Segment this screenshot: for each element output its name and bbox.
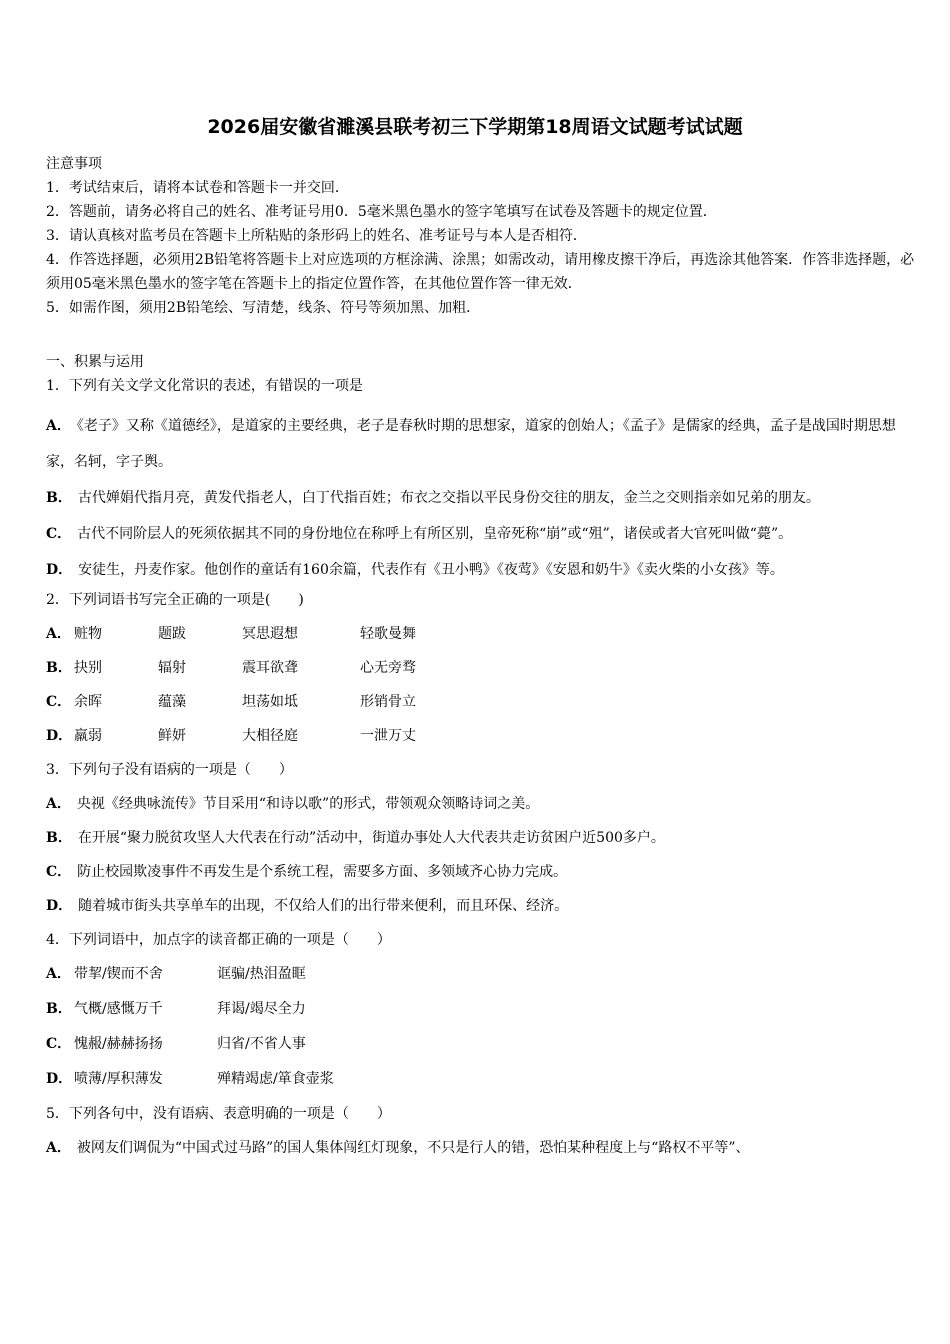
option-word: 抉别 (74, 660, 102, 676)
option-label: A． (46, 966, 71, 982)
question-4-option-d (46, 1067, 908, 1091)
option-label: C． (46, 864, 72, 880)
option-label: B． (46, 830, 72, 846)
question-2-option-b (46, 656, 908, 680)
notice-item: 4．作答选择题，必须用2B铅笔将答题卡上对应选项的方框涂满、涂黑；如需改动，请用橡皮擦干净后，再选涂其他答案．作答非选择题，必须用05毫米黑色墨水的签字笔在答题卡上的指定位置作答，在其他位置作答一律无效． (46, 252, 915, 292)
question-2-option-d (46, 724, 908, 748)
option-word: 愧赧/赫赫扬扬 (74, 1036, 163, 1052)
section-heading: 一、积累与运用 (46, 354, 144, 370)
option-label: A． (46, 418, 71, 434)
option-word: 殚精竭虑/箪食壶浆 (217, 1071, 334, 1087)
option-word: 心无旁骛 (360, 660, 416, 676)
question-3-option-c (46, 860, 908, 884)
question-1-option-b (46, 480, 908, 516)
question-5-option-a (46, 1136, 908, 1160)
question-2-option-a (46, 622, 908, 646)
option-word: 形销骨立 (360, 694, 416, 710)
option-word: 诓骗/热泪盈眶 (217, 966, 306, 982)
option-word: 蕴藻 (158, 694, 186, 710)
option-word: 震耳欲聋 (242, 660, 298, 676)
question-1-option-d (46, 552, 908, 588)
option-word: 轻歌曼舞 (360, 626, 416, 642)
question-3-option-b (46, 826, 908, 850)
question-2-option-c (46, 690, 908, 714)
option-word: 一泄万丈 (360, 728, 416, 744)
question-4-option-b (46, 997, 908, 1021)
option-text: 《老子》又称《道德经》，是道家的主要经典，老子是春秋时期的思想家，道家的创始人；《孟子》是儒家的经典，孟子是战国时期思想家，名轲，字子舆。 (46, 418, 896, 470)
option-label: D． (46, 1071, 73, 1087)
option-word: 拜谒/竭尽全力 (217, 1001, 306, 1017)
option-word: 大相径庭 (242, 728, 298, 744)
option-word: 带挈/锲而不舍 (74, 966, 163, 982)
option-word: 辐射 (158, 660, 186, 676)
question-5-stem: 5．下列各句中，没有语病、表意明确的一项是（ ） (46, 1106, 391, 1122)
option-label: C． (46, 1036, 72, 1052)
option-word: 归省/不省人事 (217, 1036, 306, 1052)
question-4-option-c (46, 1032, 908, 1056)
notice-item: 3．请认真核对监考员在答题卡上所粘贴的条形码上的姓名、准考证号与本人是否相符． (46, 228, 587, 244)
option-label: A． (46, 626, 71, 642)
notice-item: 5．如需作图，须用2B铅笔绘、写清楚，线条、符号等须加黑、加粗． (46, 300, 481, 316)
question-3-option-d (46, 894, 908, 918)
page-title: 2026届安徽省濉溪县联考初三下学期第18周语文试题考试试题 (207, 116, 743, 138)
option-word: 鲜妍 (158, 728, 186, 744)
option-text: 安徒生，丹麦作家。他创作的童话有160余篇，代表作有《丑小鸭》《夜莺》《安恩和奶牛》《卖火柴的小女孩》等。 (78, 562, 784, 578)
question-1-stem: 1．下列有关文学文化常识的表述，有错误的一项是 (46, 378, 363, 394)
option-text: 防止校园欺凌事件不再发生是个系统工程，需要多方面、多领域齐心协力完成。 (77, 864, 568, 880)
option-text: 古代不同阶层人的死须依据其不同的身份地位在称呼上有所区别，皇帝死称“崩”或“殂”，诸侯或者大官死叫做“薨”。 (77, 526, 793, 542)
notice-item: 1．考试结束后，请将本试卷和答题卡一并交回． (46, 180, 349, 196)
notice-item: 2．答题前，请务必将自己的姓名、准考证号用0．5毫米黑色墨水的签字笔填写在试卷及答题卡的规定位置． (46, 204, 717, 220)
option-label: D． (46, 898, 73, 914)
option-text: 古代婵娟代指月亮，黄发代指老人，白丁代指百姓；布衣之交指以平民身份交往的朋友，金兰之交则指亲如兄弟的朋友。 (77, 490, 820, 506)
option-word: 余晖 (74, 694, 102, 710)
option-word: 题跋 (158, 626, 186, 642)
notice-heading: 注意事项 (46, 156, 102, 172)
question-4-stem: 4．下列词语中，加点字的读音都正确的一项是（ ） (46, 932, 391, 948)
option-word: 赃物 (74, 626, 102, 642)
option-label: B． (46, 490, 72, 506)
option-word: 坦荡如坻 (242, 694, 298, 710)
option-label: C． (46, 694, 72, 710)
option-word: 羸弱 (74, 728, 102, 744)
option-word: 气概/感慨万千 (74, 1001, 163, 1017)
option-text: 被网友们调侃为“中国式过马路”的国人集体闯红灯现象，不只是行人的错，恐怕某种程度上与“路权不平等”、 (76, 1140, 750, 1156)
question-1-option-a (46, 408, 908, 480)
question-1-option-c (46, 516, 908, 552)
option-label: A． (46, 796, 71, 812)
option-label: B． (46, 660, 72, 676)
question-3-option-a (46, 792, 908, 816)
question-2-stem: 2．下列词语书写完全正确的一项是( ) (46, 592, 304, 608)
notice-block (46, 152, 916, 320)
option-text: 在开展“聚力脱贫攻坚人大代表在行动”活动中，街道办事处人大代表共走访贫困户近500多户。 (77, 830, 665, 846)
questions (46, 350, 908, 1170)
option-text: 随着城市街头共享单车的出现，不仅给人们的出行带来便利，而且环保、经济。 (78, 898, 569, 914)
option-label: B． (46, 1001, 72, 1017)
option-text: 央视《经典咏流传》节目采用“和诗以歌”的形式，带领观众领略诗词之美。 (76, 796, 540, 812)
option-word: 喷薄/厚积薄发 (74, 1071, 163, 1087)
option-word: 冥思遐想 (242, 626, 298, 642)
option-label: D． (46, 728, 73, 744)
option-label: A． (46, 1140, 71, 1156)
question-4-option-a (46, 962, 908, 986)
question-3-stem: 3．下列句子没有语病的一项是（ ） (46, 762, 293, 778)
option-label: D． (46, 562, 73, 578)
option-label: C． (46, 526, 72, 542)
